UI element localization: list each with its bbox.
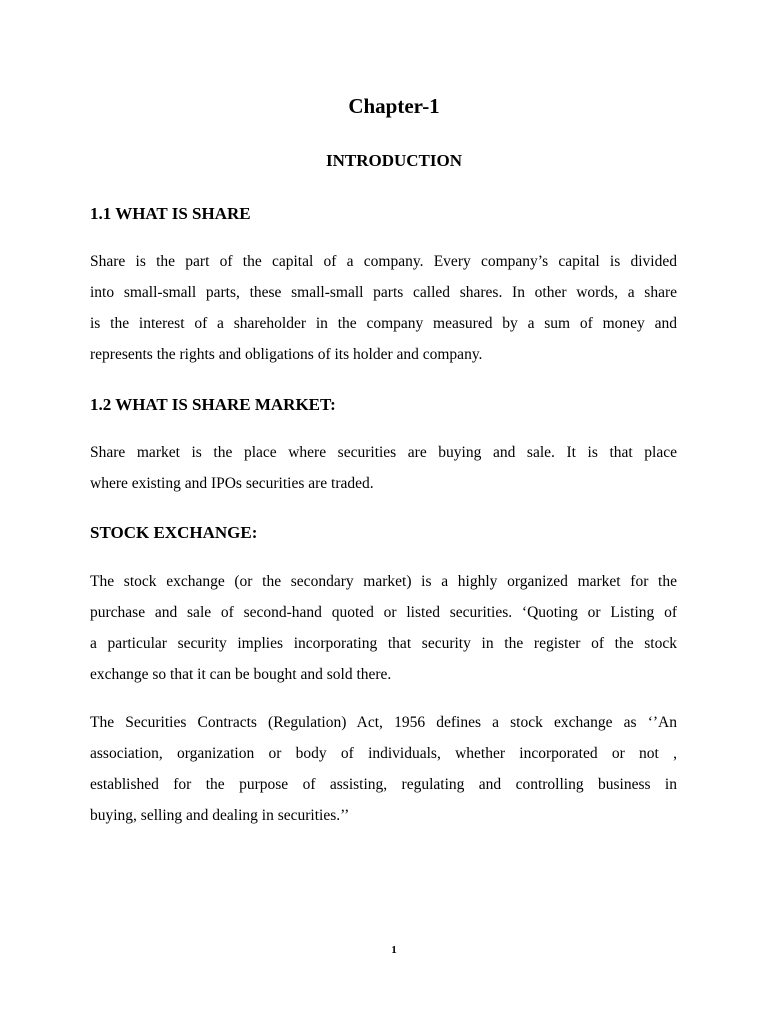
heading-stock-exchange: STOCK EXCHANGE:	[90, 523, 258, 542]
chapter-title: Chapter-1	[348, 94, 440, 118]
text-line: Share is the part of the capital of a company. Every company’s capital is divided	[90, 253, 677, 270]
page-number: 1	[391, 944, 397, 956]
text-line: purchase and sale of second-hand quoted or listed securities. ‘Quoting or Listing of	[90, 604, 677, 621]
section-title: INTRODUCTION	[325, 151, 463, 170]
text-line: into small-small parts, these small-small parts called shares. In other words, a share	[90, 284, 677, 301]
text-line: established for the purpose of assisting, regulating and controlling business in	[90, 776, 677, 793]
text-line: is the interest of a shareholder in the company measured by a sum of money and	[90, 315, 677, 332]
text-line: The Securities Contracts (Regulation) Act, 1956 defines a stock exchange as ‘’An	[90, 714, 677, 731]
text-line: exchange so that it can be bought and sold there.	[90, 666, 392, 683]
paragraph-what-is-share	[90, 246, 677, 370]
text-line: where existing and IPOs securities are traded.	[90, 475, 374, 492]
text-line: buying, selling and dealing in securities.’’	[90, 807, 350, 824]
heading-what-is-share: 1.1 WHAT IS SHARE	[90, 204, 251, 223]
text-line: a particular security implies incorporating that security in the register of the stock	[90, 635, 677, 652]
text-line: Share market is the place where securities are buying and sale. It is that place	[90, 444, 677, 461]
paragraph-stock-exchange-2	[90, 707, 677, 831]
text-line: association, organization or body of individuals, whether incorporated or not ,	[90, 745, 677, 762]
paragraph-stock-exchange-1	[90, 566, 677, 690]
text-line: represents the rights and obligations of its holder and company.	[90, 346, 483, 363]
paragraph-what-is-share-market	[90, 437, 677, 499]
heading-what-is-share-market: 1.2 WHAT IS SHARE MARKET:	[90, 395, 336, 414]
text-line: The stock exchange (or the secondary market) is a highly organized market for the	[90, 573, 677, 590]
